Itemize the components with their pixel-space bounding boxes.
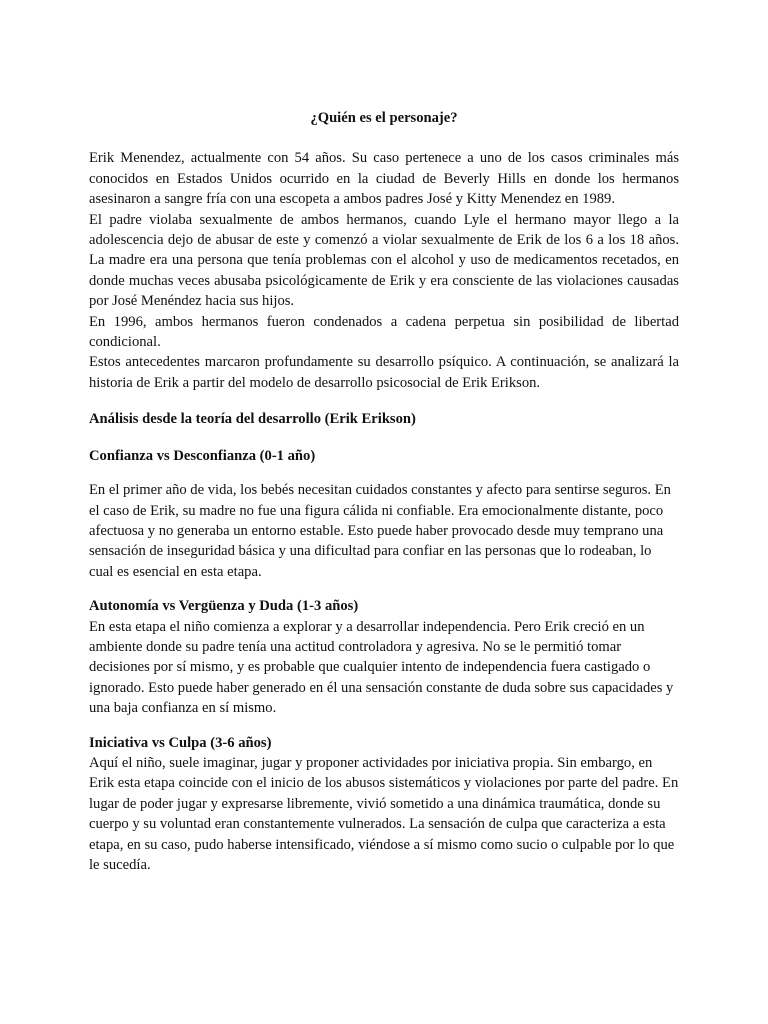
spacer: [89, 719, 679, 733]
intro-paragraph-4: Estos antecedentes marcaron profundamente su desarrollo psíquico. A continuación, se analizará la historia de Erik a partir del modelo de desarrollo psicosocial de Erik Erikson.: [89, 354, 679, 391]
document-title: ¿Quién es el personaje?: [310, 110, 458, 126]
intro-paragraph-2: El padre violaba sexualmente de ambos hermanos, cuando Lyle el hermano mayor llego a la adolescencia dejo de abusar de este y comenzó a violar sexualmente de Erik de los 6 a los 18 años. La madre era una persona que tenía problemas con el alcohol y uso de medicamentos recetados, en donde muchas veces abusaba psicológicamente de Erik y era consciente de las violaciones causadas por José Menéndez hacia sus hijos.: [89, 211, 679, 310]
stage-heading-trust: Confianza vs Desconfianza (0-1 año): [89, 447, 316, 464]
spacer: [89, 430, 679, 446]
stage-text-autonomy: En esta etapa el niño comienza a explorar y a desarrollar independencia. Pero Erik creció en un ambiente donde su padre tenía una actitud controladora y agresiva. No se le permitió tomar decisiones por sí mismo, y es probable que cualquier intento de independencia fuera castigado o ignorado. Esto puede haber generado en él una sensación constante de duda sobre sus capacidades y una baja confianza en sí mismo.: [89, 618, 674, 717]
spacer: [89, 393, 679, 409]
intro-paragraph-1: Erik Menendez, actualmente con 54 años. Su caso pertenece a uno de los casos criminales más conocidos en Estados Unidos ocurrido en la ciudad de Beverly Hills en donde los hermanos asesinaron a sangre fría con una escopeta a ambos padres José y Kitty Menendez en 1989.: [89, 150, 679, 208]
document-page: [89, 108, 679, 875]
stage-text-initiative: Aquí el niño, suele imaginar, jugar y proponer actividades por iniciativa propia. Sin embargo, en Erik esta etapa coincide con el inicio de los abusos sistemáticos y violaciones por parte del padre. En lugar de poder jugar y expresarse libremente, vivió sometido a una dinámica traumática, donde su cuerpo y su voluntad eran constantemente vulnerados. La sensación de culpa que caracteriza a esta etapa, en su caso, pudo haberse intensificado, viéndose a sí mismo como sucio o culpable por lo que le sucedía.: [89, 754, 679, 873]
stage-text-trust: En el primer año de vida, los bebés necesitan cuidados constantes y afecto para sentirse seguros. En el caso de Erik, su madre no fue una figura cálida ni confiable. Era emocionalmente distante, poco afectuosa y no generaba un entorno estable. Esto puede haber provocado desde muy temprano una sensación de inseguridad básica y una dificultad para confiar en las personas que lo rodeaban, lo cual es esencial en esta etapa.: [89, 482, 671, 580]
stage-heading-initiative: Iniciativa vs Culpa (3-6 años): [89, 734, 272, 751]
spacer: [89, 582, 679, 596]
spacer: [89, 466, 679, 480]
analysis-heading: Análisis desde la teoría del desarrollo (Erik Erikson): [89, 411, 416, 428]
intro-paragraph-3: En 1996, ambos hermanos fueron condenados a cadena perpetua sin posibilidad de libertad condicional.: [89, 313, 679, 351]
stage-heading-autonomy: Autonomía vs Vergüenza y Duda (1-3 años): [89, 598, 359, 615]
